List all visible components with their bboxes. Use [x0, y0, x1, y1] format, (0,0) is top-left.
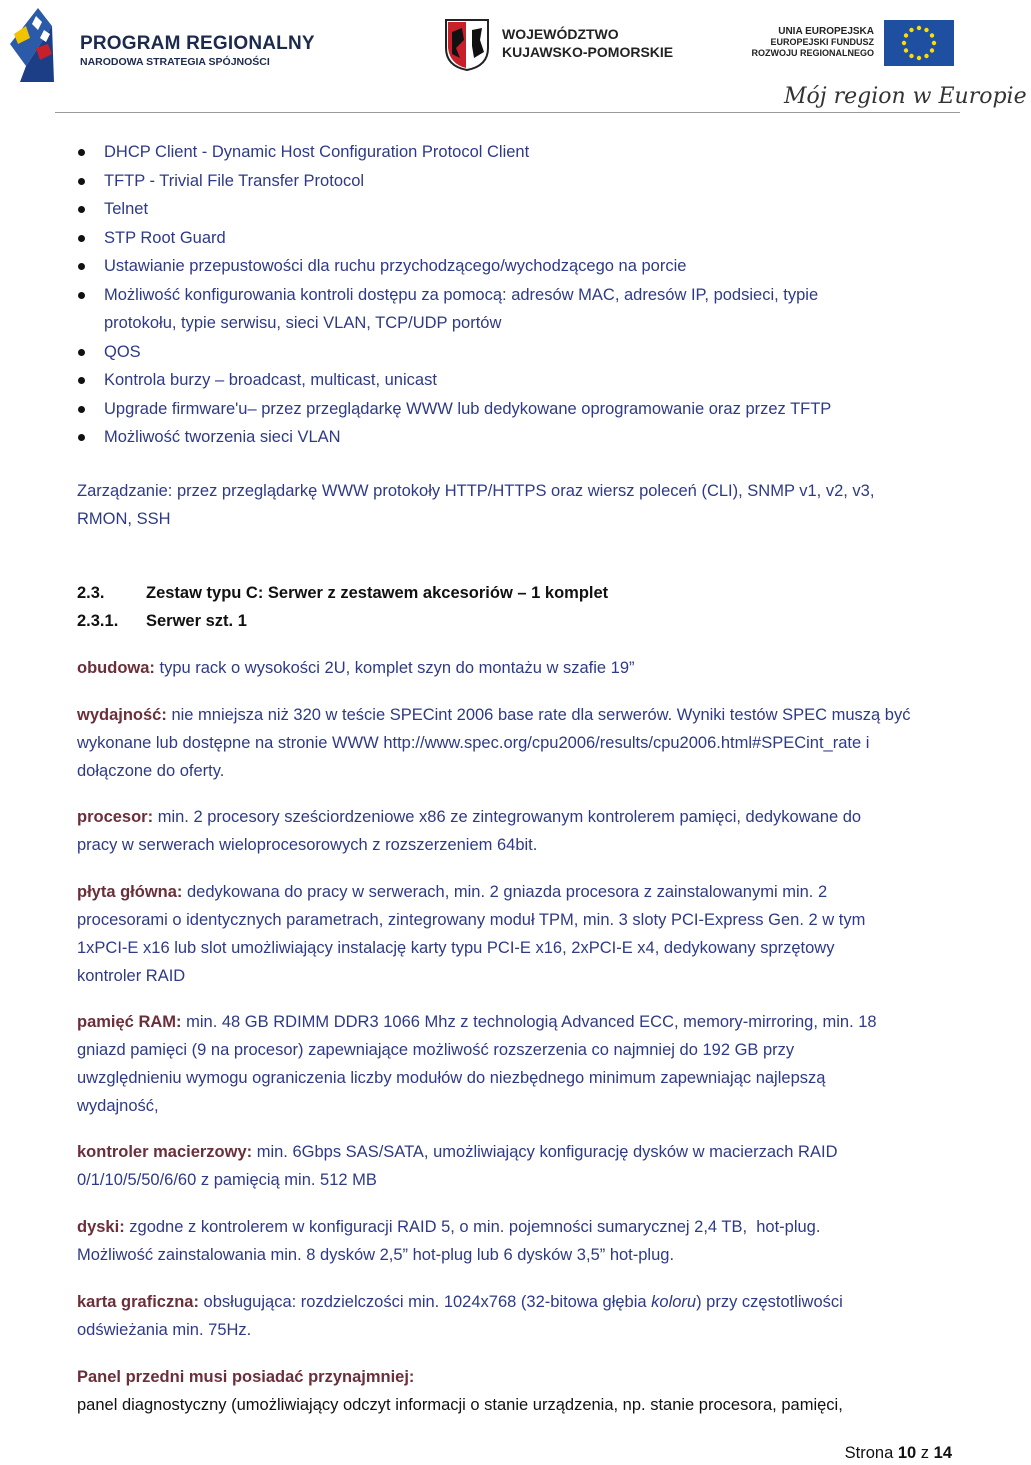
- spec-text: obsługująca: rozdzielczości min. 1024x768 (32-bitowa głębia: [198, 1293, 652, 1311]
- spec-text: procesorami o identycznych parametrach, zintegrowany moduł TPM, min. 3 sloty PCI-Express Gen. 2 w tym: [77, 911, 866, 929]
- region-line1: WOJEWÓDZTWO: [502, 26, 619, 42]
- subsection-title: Serwer szt. 1: [146, 612, 247, 630]
- spec-label: kontroler macierzowy:: [77, 1143, 253, 1161]
- feature-list: [78, 138, 831, 452]
- current-page: 10: [897, 1444, 917, 1462]
- spec-text: wykonane lub dostępne na stronie WWW http://www.spec.org/cpu2006/results/cpu2006.html#SPECint_rate i: [77, 734, 870, 752]
- list-item: STP Root Guard: [78, 224, 831, 253]
- section-title: Zestaw typu C: Serwer z zestawem akcesoriów – 1 komplet: [146, 584, 609, 602]
- spec-text: typu rack o wysokości 2U, komplet szyn do montażu w szafie 19”: [154, 659, 635, 677]
- list-item: DHCP Client - Dynamic Host Configuration Protocol Client: [78, 138, 831, 167]
- management-line2: RMON, SSH: [77, 510, 171, 528]
- spec-text: uwzględnieniu wymogu ograniczenia liczby modułów do niezbędnego minimum zapewniając najlepszą: [77, 1069, 826, 1087]
- program-subtitle: NARODOWA STRATEGIA SPÓJNOŚCI: [80, 56, 270, 68]
- spec-text: wydajność,: [77, 1097, 159, 1115]
- spec-dyski: [77, 1213, 957, 1269]
- spec-label: płyta główna:: [77, 883, 183, 901]
- spec-text: Możliwość zainstalowania min. 8 dysków 2,5” hot-plug lub 6 dysków 3,5” hot-plug.: [77, 1246, 675, 1264]
- spec-text-italic: koloru: [651, 1293, 697, 1311]
- spec-ram: [77, 1008, 957, 1120]
- spec-label: pamięć RAM:: [77, 1013, 182, 1031]
- eu-line1: UNIA EUROPEJSKA: [778, 26, 874, 37]
- section-heading: [77, 579, 608, 607]
- subsection-heading: [77, 607, 247, 635]
- list-item: QOS: [78, 338, 831, 367]
- spec-text: panel diagnostyczny (umożliwiający odczyt informacji o stanie urządzenia, np. stanie procesora, pamięci,: [77, 1396, 843, 1414]
- spec-panel: [77, 1363, 957, 1419]
- spec-text: dołączone do oferty.: [77, 762, 225, 780]
- spec-text: pracy w serwerach wieloprocesorowych z rozszerzeniem 64bit.: [77, 836, 538, 854]
- spec-label: procesor:: [77, 808, 154, 826]
- region-line2: KUJAWSKO-POMORSKIE: [502, 44, 674, 60]
- list-item: Ustawianie przepustowości dla ruchu przychodzącego/wychodzącego na porcie: [78, 252, 831, 281]
- list-item: Możliwość tworzenia sieci VLAN: [78, 423, 831, 452]
- spec-text: zgodne z kontrolerem w konfiguracji RAID 5, o min. pojemności sumarycznej 2,4 TB, hot-plug.: [124, 1218, 821, 1236]
- spec-text: kontroler RAID: [77, 967, 186, 985]
- spec-text: 1xPCI-E x16 lub slot umożliwiający instalację karty typu PCI-E x16, 2xPCI-E x4, dedykowany sprzętowy: [77, 939, 835, 957]
- spec-text: ) przy częstotliwości: [696, 1293, 843, 1311]
- list-item: Upgrade firmware'u– przez przeglądarkę WWW lub dedykowane oprogramowanie oraz przez TFTP: [78, 395, 831, 424]
- spec-obudowa: [77, 654, 957, 682]
- spec-procesor: [77, 803, 957, 859]
- motto-signature: Mój region w Europie: [780, 84, 1031, 109]
- spec-text: min. 6Gbps SAS/SATA, umożliwiający konfigurację dysków w macierzach RAID: [252, 1143, 838, 1161]
- total-pages: 14: [933, 1444, 952, 1462]
- subsection-number: 2.3.1.: [77, 612, 119, 630]
- program-title: PROGRAM REGIONALNY: [80, 33, 315, 54]
- management-paragraph: [77, 477, 957, 533]
- page-number-separator: z: [916, 1444, 934, 1462]
- list-item-continuation: protokołu, typie serwisu, sieci VLAN, TCP/UDP portów: [104, 314, 502, 332]
- spec-plyta: [77, 878, 957, 990]
- spec-label: wydajność:: [77, 706, 167, 724]
- section-number: 2.3.: [77, 584, 105, 602]
- page-number-prefix: Strona: [844, 1444, 898, 1462]
- spec-text: nie mniejsza niż 320 w teście SPECint 2006 base rate dla serwerów. Wyniki testów SPEC muszą być: [166, 706, 911, 724]
- list-item: Możliwość konfigurowania kontroli dostępu za pomocą: adresów MAC, adresów IP, podsieci, typie: [78, 281, 831, 310]
- spec-text: min. 2 procesory sześciordzeniowe x86 ze zintegrowanym kontrolerem pamięci, dedykowane do: [153, 808, 862, 826]
- spec-text: 0/1/10/5/50/6/60 z pamięcią min. 512 MB: [77, 1171, 377, 1189]
- spec-text: gniazd pamięci (9 na procesor) zapewniające możliwość rozszerzenia co najmniej do 192 GB przy: [77, 1041, 795, 1059]
- page-number: [845, 1444, 952, 1463]
- spec-label: karta graficzna:: [77, 1293, 199, 1311]
- spec-wydajnosc: [77, 701, 957, 785]
- eu-line2: EUROPEJSKI FUNDUSZ: [770, 37, 874, 47]
- spec-label: dyski:: [77, 1218, 125, 1236]
- list-item: TFTP - Trivial File Transfer Protocol: [78, 167, 831, 196]
- spec-label: obudowa:: [77, 659, 155, 677]
- spec-text: odświeżania min. 75Hz.: [77, 1321, 252, 1339]
- spec-text: dedykowana do pracy w serwerach, min. 2 gniazda procesora z zainstalowanymi min. 2: [182, 883, 828, 901]
- spec-karta: [77, 1288, 957, 1344]
- list-item: Kontrola burzy – broadcast, multicast, unicast: [78, 366, 831, 395]
- eu-line3: ROZWOJU REGIONALNEGO: [751, 48, 874, 58]
- spec-label: Panel przedni musi posiadać przynajmniej:: [77, 1368, 415, 1386]
- list-item: Telnet: [78, 195, 831, 224]
- spec-text: min. 48 GB RDIMM DDR3 1066 Mhz z technologią Advanced ECC, memory-mirroring, min. 18: [181, 1013, 877, 1031]
- spec-kontroler: [77, 1138, 957, 1194]
- management-line1: Zarządzanie: przez przeglądarkę WWW protokoły HTTP/HTTPS oraz wiersz poleceń (CLI), SNMP v1, v2, v3,: [77, 482, 875, 500]
